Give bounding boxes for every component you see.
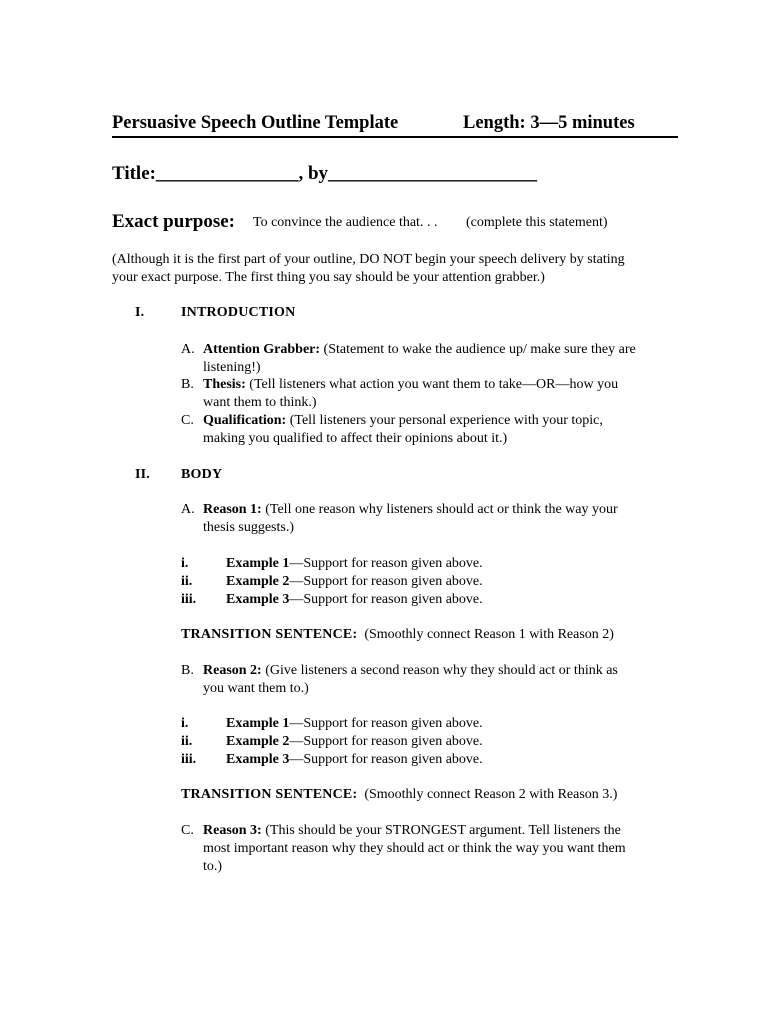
intro-item-a-line2: listening!) [203, 360, 261, 375]
example-line [226, 592, 483, 608]
length-label: Length: 3—5 minutes [463, 113, 635, 133]
exact-purpose-note: (complete this statement) [466, 215, 608, 230]
transition-sentence-2 [181, 787, 617, 803]
example-line [226, 556, 483, 572]
example-text: —Support for reason given above. [289, 716, 483, 731]
qualification-label: Qualification: [203, 413, 287, 428]
body-item-b-marker: B. [181, 663, 194, 678]
transition-text: (Smoothly connect Reason 2 with Reason 3.) [364, 787, 618, 802]
thesis-text: (Tell listeners what action you want them to take—OR—how you [249, 377, 619, 392]
example-text: —Support for reason given above. [289, 556, 483, 571]
example-label: Example 3 [226, 752, 290, 767]
document-title: Persuasive Speech Outline Template [112, 113, 399, 133]
intro-item-b-line1 [203, 377, 618, 393]
note-line-1: (Although it is the first part of your outline, DO NOT begin your speech delivery by stating [112, 252, 625, 267]
example-numeral: iii. [181, 592, 197, 607]
example-numeral: ii. [181, 734, 193, 749]
reason-2-line1 [203, 663, 618, 679]
reason-2-label: Reason 2: [203, 663, 262, 678]
reason-3-line1 [203, 823, 621, 839]
section-numeral-ii: II. [135, 467, 150, 482]
transition-label: TRANSITION SENTENCE: [181, 787, 358, 802]
example-line [226, 734, 483, 750]
section-heading-introduction: INTRODUCTION [181, 305, 296, 320]
attention-grabber-label: Attention Grabber: [203, 342, 321, 357]
intro-item-c-line2: making you qualified to affect their opinions about it.) [203, 431, 508, 446]
intro-item-c-line1 [203, 413, 603, 429]
intro-item-c-marker: C. [181, 413, 194, 428]
header-rule [112, 136, 678, 138]
section-heading-body: BODY [181, 467, 223, 482]
reason-3-line3: to.) [203, 859, 223, 874]
example-label: Example 1 [226, 716, 290, 731]
title-by-line: Title:_______________, by______________________ [112, 163, 538, 184]
transition-label: TRANSITION SENTENCE: [181, 627, 358, 642]
transition-sentence-1 [181, 627, 614, 643]
exact-purpose-text: To convince the audience that. . . [253, 215, 438, 230]
example-line [226, 752, 483, 768]
reason-3-label: Reason 3: [203, 823, 262, 838]
reason-3-line2: most important reason why they should act or think the way you want them [203, 841, 626, 856]
example-text: —Support for reason given above. [289, 734, 483, 749]
body-item-c-marker: C. [181, 823, 194, 838]
example-numeral: ii. [181, 574, 193, 589]
example-text: —Support for reason given above. [289, 752, 483, 767]
reason-3-text: (This should be your STRONGEST argument. Tell listeners the [265, 823, 621, 838]
attention-grabber-text: (Statement to wake the audience up/ make sure they are [323, 342, 636, 357]
example-numeral: iii. [181, 752, 197, 767]
example-numeral: i. [181, 556, 189, 571]
reason-1-line2: thesis suggests.) [203, 520, 294, 535]
example-line [226, 574, 483, 590]
reason-1-text: (Tell one reason why listeners should act or think the way your [265, 502, 618, 517]
intro-item-a-line1 [203, 342, 636, 358]
reason-2-line2: you want them to.) [203, 681, 309, 696]
example-label: Example 3 [226, 592, 290, 607]
exact-purpose-label: Exact purpose: [112, 211, 235, 232]
example-text: —Support for reason given above. [289, 592, 483, 607]
reason-2-text: (Give listeners a second reason why they should act or think as [265, 663, 618, 678]
example-numeral: i. [181, 716, 189, 731]
section-numeral-i: I. [135, 305, 145, 320]
example-label: Example 1 [226, 556, 290, 571]
intro-item-b-marker: B. [181, 377, 194, 392]
intro-item-a-marker: A. [181, 342, 195, 357]
intro-item-b-line2: want them to think.) [203, 395, 317, 410]
example-text: —Support for reason given above. [289, 574, 483, 589]
example-label: Example 2 [226, 574, 290, 589]
body-item-a-marker: A. [181, 502, 195, 517]
thesis-label: Thesis: [203, 377, 246, 392]
reason-1-label: Reason 1: [203, 502, 262, 517]
note-line-2: your exact purpose. The first thing you say should be your attention grabber.) [112, 270, 545, 285]
reason-1-line1 [203, 502, 618, 518]
example-line [226, 716, 483, 732]
example-label: Example 2 [226, 734, 290, 749]
transition-text: (Smoothly connect Reason 1 with Reason 2) [364, 627, 614, 642]
qualification-text: (Tell listeners your personal experience with your topic, [289, 413, 603, 428]
